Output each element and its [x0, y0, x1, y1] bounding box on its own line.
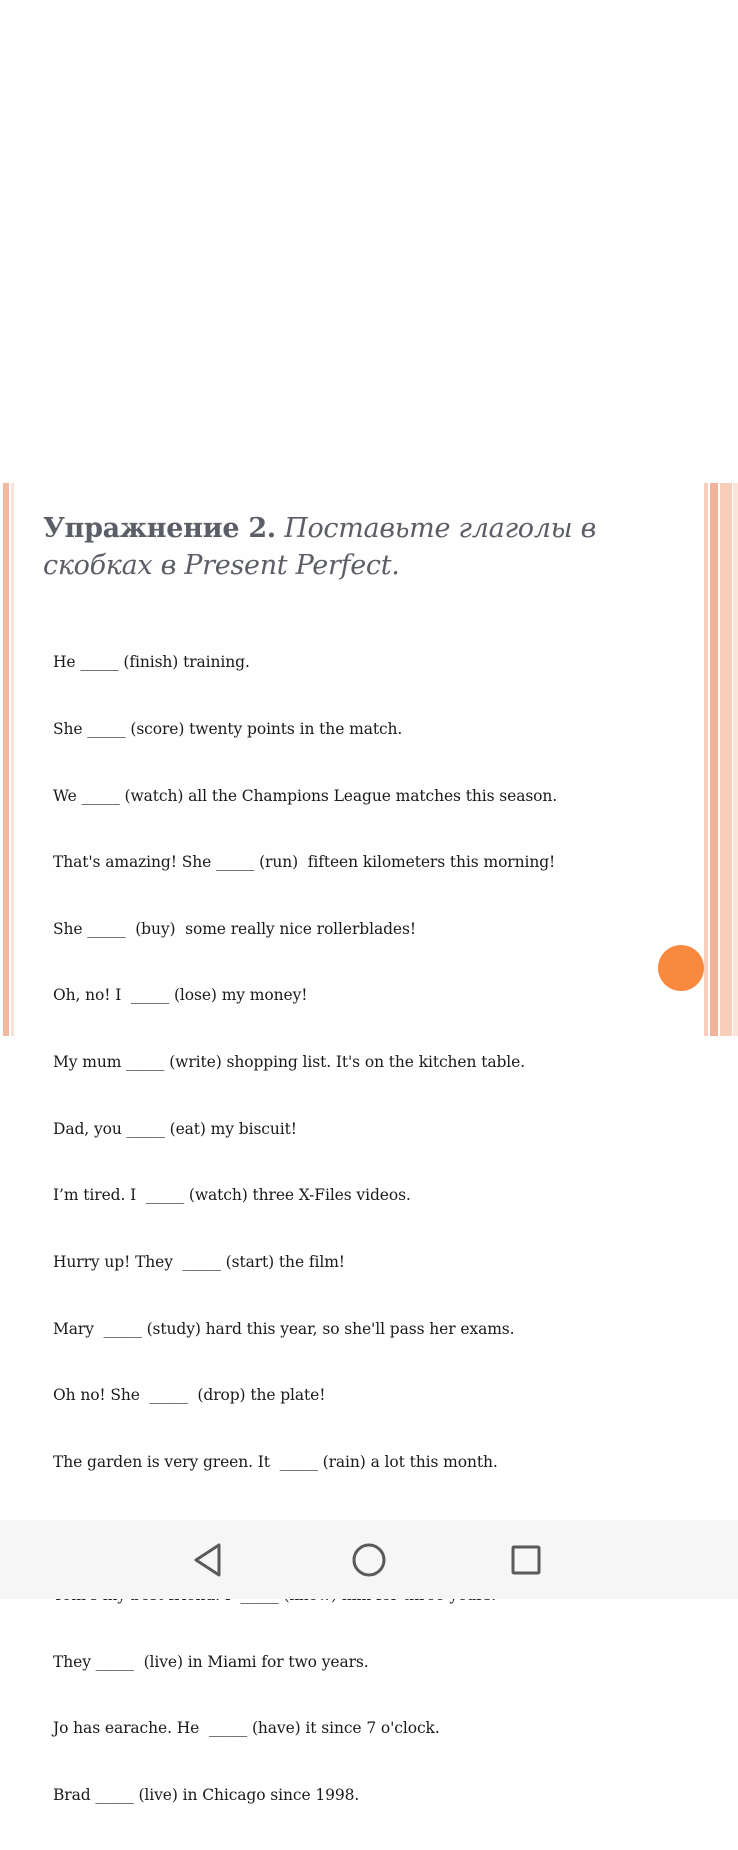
recents-button[interactable]: [506, 1540, 546, 1580]
sentence-item: Oh no! She _____ (drop) the plate!: [53, 1386, 326, 1405]
sentence-item: She _____ (buy) some really nice rollerblades!: [53, 919, 416, 938]
slide-right-border-edge: [733, 483, 738, 1036]
sentence-item: She _____ (score) twenty points in the match.: [53, 720, 403, 739]
sentence-item: I’m tired. I _____ (watch) three X-Files videos.: [53, 1186, 411, 1205]
sentence-item: That's amazing! She _____ (run) fifteen kilometers this morning!: [53, 853, 556, 872]
sentence-item: Hurry up! They _____ (start) the film!: [53, 1252, 345, 1271]
home-circle-icon: [349, 1540, 389, 1580]
exercise-instruction: Поставьте глаголы в скобках в Present Perfect.: [43, 513, 597, 581]
exercise-heading: [43, 510, 683, 584]
recents-square-icon: [506, 1540, 546, 1580]
sentence-list: [53, 607, 693, 1850]
slide-image: [0, 483, 738, 1804]
sentence-item: Mary _____ (study) hard this year, so she'll pass her exams.: [53, 1319, 515, 1338]
orange-circle-decoration: [658, 945, 704, 991]
sentence-item: The garden is very green. It _____ (rain) a lot this month.: [53, 1452, 498, 1471]
sentence-item: Dad, you _____ (eat) my biscuit!: [53, 1119, 297, 1138]
slide-right-border-inner: [704, 483, 708, 1036]
slide-left-border-inner: [11, 483, 14, 1036]
home-button[interactable]: [349, 1540, 389, 1580]
back-triangle-icon: [190, 1540, 230, 1580]
exercise-number: Упражнение 2.: [43, 513, 276, 544]
sentence-item: Jo has earache. He _____ (have) it since 7 o'clock.: [53, 1719, 440, 1738]
back-button[interactable]: [190, 1540, 230, 1580]
sentence-item: We _____ (watch) all the Champions League matches this season.: [53, 786, 558, 805]
slide-right-border: [710, 483, 718, 1036]
sentence-item: He _____ (finish) training.: [53, 653, 250, 672]
sentence-item: Oh, no! I _____ (lose) my money!: [53, 986, 308, 1005]
sentence-item: My mum _____ (write) shopping list. It's on the kitchen table.: [53, 1053, 526, 1072]
sentence-item: They _____ (live) in Miami for two years.: [53, 1652, 369, 1671]
slide-left-border: [3, 483, 9, 1036]
sentence-item: Brad _____ (live) in Chicago since 1998.: [53, 1785, 360, 1804]
slide-right-border-outer: [720, 483, 732, 1036]
system-navigation-bar: [0, 1520, 738, 1599]
